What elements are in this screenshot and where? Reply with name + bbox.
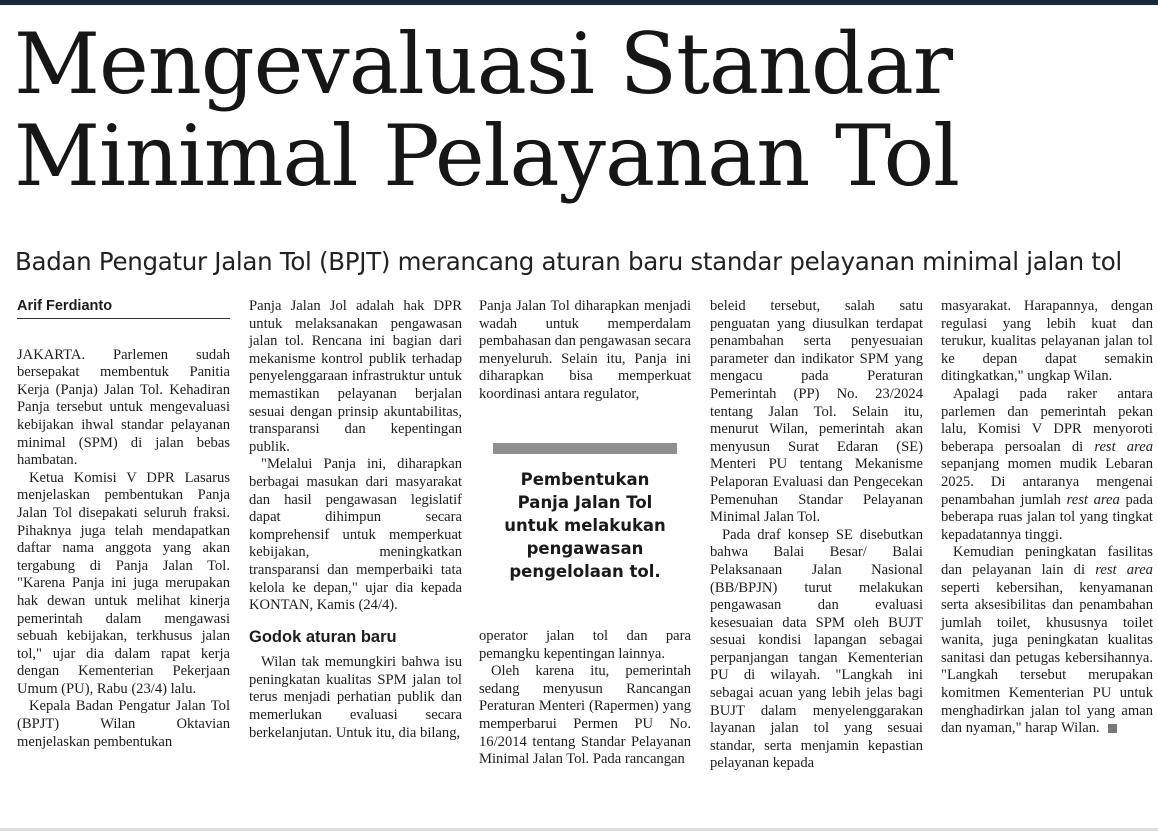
paragraph: Panja Jalan Tol diharapkan menjadi wadah untuk memperdalam pembahasan dan pengawasan secara menyeluruh. Selain itu, Panja ini diharapkan bisa memperkuat koordinasi antara regulator, [479,298,691,402]
paragraph: operator jalan tol dan para pemangku kepentingan lainnya. [479,628,691,662]
italic-term: rest area [1066,491,1120,508]
paragraph: beleid tersebut, salah satu penguatan yang diusulkan terdapat penambahan serta penyesuaian parameter dan indikator SPM yang mengacu pada Peraturan Pemerintah (PP) No. 23/2024 tentang Jalan Tol. Selain itu, menurut Wilan, pemerintah akan menyusun Surat Edaran (SE) Menteri PU tentang Mekanisme Pelaporan Evaluasi dan Pengecekan Pemenuhan Standar Pelayanan Minimal Jalan Tol. [710,298,923,526]
column-4 [710,298,923,773]
italic-term: rest area [1095,561,1153,578]
paragraph: Pada draf konsep SE disebutkan bahwa Balai Besar/ Balai Pelaksanaan Jalan Nasional (BB/BPJN) turut melakukan pengawasan dan evaluasi kesesuaian data SPM oleh BUJT sesuai kondisi lapangan sebagai perpanjangan tangan Kementerian PU di wilayah. "Langkah ini sebagai acuan yang lebih jelas bagi BUJT dalam menyelenggarakan layanan jalan tol yang sesuai standar, serta menjamin kepastian pelayanan kepada [710,526,923,772]
column-5 [941,298,1153,738]
paragraph [941,544,1153,738]
paragraph: Panja Jalan Jol adalah hak DPR untuk melaksanakan pengawasan jalan tol. Rencana ini bagian dari mekanisme kontrol publik terhadap penyelenggaraan infrastruktur untuk memastikan pelayanan berjalan sesuai dengan prinsip akuntabilitas, transparansi dan kepentingan publik. [249,298,462,455]
bottom-rule [0,828,1158,831]
paragraph: JAKARTA. Parlemen sudah bersepakat membentuk Panitia Kerja (Panja) Jalan Tol. Kehadiran Panja tersebut untuk mengevaluasi kebijakan ihwal standar pelayanan minimal (SPM) di jalan bebas hambatan. [17,346,230,469]
headline-line-2: Minimal Pelayanan Tol [14,107,959,205]
paragraph: masyarakat. Harapannya, dengan regulasi yang lebih kuat dan terukur, kualitas pelayanan jalan tol ke depan dapat semakin ditingkatkan," ungkap Wilan. [941,298,1153,385]
paragraph: Oleh karena itu, pemerintah sedang menyusun Rancangan Peraturan Menteri (Rapermen) yang memperbarui Permen PU No. 16/2014 tentang Standar Pelayanan Minimal Jalan Tol. Pada rancangan [479,663,691,768]
paragraph: Kepala Badan Pengatur Jalan Tol (BPJT) Wilan Oktavian menjelaskan pembentukan [17,698,230,750]
paragraph: Wilan tak memungkiri bahwa isu peningkatan kualitas SPM jalan tol terus menjadi perhatian publik dan memerlukan evaluasi secara berkelanjutan. Untuk itu, dia bilang, [249,654,462,741]
column-2 [249,298,462,742]
paragraph [941,386,1153,544]
column-1 [17,298,230,751]
italic-term: rest area [1094,438,1153,455]
headline-line-1: Mengevaluasi Standar [14,15,953,113]
column-3-continued [479,628,691,769]
text-run: pada beberapa ruas jalan tol yang tingkat kepadatannya tinggi. [941,491,1153,543]
byline: Arif Ferdianto [17,298,230,319]
paragraph: "Melalui Panja ini, diharapkan berbagai masukan dari masyarakat dan hasil pengawasan legislatif dapat dihimpun secara komprehensif untuk memperkuat kebijakan, meningkatkan transparansi dan memperbaiki tata kelola ke depan," ujar dia kepada KONTAN, Kamis (24/4). [249,456,462,614]
headline [14,15,1144,205]
text-run: Apalagi pada raker antara parlemen dan pemerintah pekan lalu, Komisi V DPR menyoroti beberapa persoalan di [941,385,1153,455]
pull-quote-bar [493,443,677,454]
text-run: sepanjang momen mudik Lebaran 2025. Di antaranya mengenai penambahan jumlah [941,456,1153,508]
text-run: seperti kebersihan, kenyamanan serta aksesibilitas dan penambahan jumlah toilet, khususnya toilet wanita, juga peningkatan kualitas sanitasi dan petugas kebersihannya. "Langkah tersebut merupakan komitmen Kementerian PU untuk menghadirkan jalan tol yang aman dan nyaman," harap Wilan. [941,579,1153,737]
section-heading: Godok aturan baru [249,627,397,646]
subheadline: Badan Pengatur Jalan Tol (BPJT) merancang aturan baru standar pelayanan minimal jalan tol [15,247,1122,276]
paragraph: Ketua Komisi V DPR Lasarus menjelaskan pembentukan Panja Jalan Tol disepakati seluruh fraksi. Pihaknya juga telah mendapatkan daftar nama anggota yang akan tergabung di Panja Jalan Tol. "Karena Panja ini juga merupakan hak dewan untuk melihat kinerja pemerintah dalam mengawasi sebuah kebijakan, terkhusus jalan tol," ujar dia dalam rapat kerja dengan Kementerian Pekerjaan Umum (PU), Rabu (23/4) lalu. [17,469,230,697]
pull-quote: Pembentukan Panja Jalan Tol untuk melakukan pengawasan pengelolaan tol. [504,470,666,581]
top-rule [0,0,1158,5]
column-3 [479,298,691,404]
end-of-article-mark [1108,724,1117,733]
pull-quote-box [493,443,677,583]
text-run: Kemudian peningkatan fasilitas dan pelayanan lain di [941,544,1153,578]
